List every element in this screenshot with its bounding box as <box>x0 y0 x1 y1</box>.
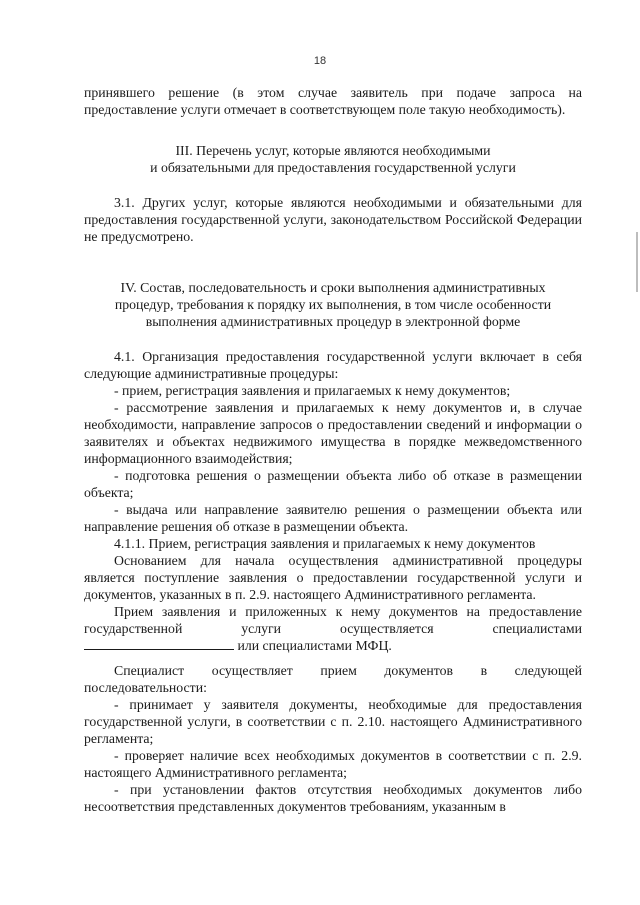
specialist-paragraph: Специалист осуществляет прием документов в следующей последовательности: <box>84 663 582 695</box>
section-4-heading <box>84 279 582 330</box>
section-4-heading-line-1: IV. Состав, последовательность и сроки выполнения административных <box>120 280 546 295</box>
document-body <box>84 84 582 815</box>
step-item-2: - проверяет наличие всех необходимых документов в соответствии с п. 2.9. настоящего Административного регламента; <box>84 748 582 780</box>
section-3-heading-line-2: и обязательными для предоставления государственной услуги <box>150 160 516 175</box>
section-4-heading-line-3: выполнения административных процедур в электронной форме <box>145 314 521 329</box>
procedure-item-4: - выдача или направление заявителю решения о размещении объекта или направление решения об отказе в размещении объекта. <box>84 502 582 534</box>
section-4-heading-line-2: процедур, требования к порядку их выполнения, в том числе особенности <box>114 297 552 312</box>
page-number: 18 <box>313 55 327 67</box>
paragraph-3-1: 3.1. Других услуг, которые являются необходимыми и обязательными для предоставления государственной услуги, законодательством Российской Федерации не предусмотрено. <box>84 195 582 244</box>
section-3-heading-line-1: III. Перечень услуг, которые являются необходимыми <box>175 143 491 158</box>
procedure-item-1: - прием, регистрация заявления и прилагаемых к нему документов; <box>114 383 511 398</box>
procedure-item-3: - подготовка решения о размещении объекта либо об отказе в размещении объекта; <box>84 468 582 500</box>
section-3-heading <box>84 142 582 176</box>
scan-edge-mark <box>636 232 638 292</box>
step-item-1: - принимает у заявителя документы, необходимые для предоставления государственной услуги, в соответствии с п. 2.10. настоящего Административного регламента; <box>84 697 582 746</box>
paragraph-4-1: 4.1. Организация предоставления государственной услуги включает в себя следующие административные процедуры: <box>84 349 582 381</box>
reception-paragraph: Прием заявления и приложенных к нему документов на предоставление государственной услуги осуществляется специалистами <box>84 604 582 636</box>
intro-paragraph: принявшего решение (в этом случае заявитель при подаче запроса на предоставление услуги отмечает в соответствующем поле такую необходимость). <box>84 85 582 117</box>
blank-line <box>84 637 234 650</box>
procedure-item-2: - рассмотрение заявления и прилагаемых к нему документов и, в случае необходимости, направление запросов о предоставлении сведений и информации о заявителях и объектах недвижимого имущества в порядке межведомственного информационного взаимодействия; <box>84 400 582 466</box>
reception-paragraph-end <box>84 637 582 654</box>
paragraph-4-1-1: 4.1.1. Прием, регистрация заявления и прилагаемых к нему документов <box>114 536 536 551</box>
reception-paragraph-end-text: или специалистами МФЦ. <box>237 638 392 653</box>
step-item-3: - при установлении фактов отсутствия необходимых документов либо несоответствия представленных документов требованиям, указанным в <box>84 782 582 814</box>
basis-paragraph: Основанием для начала осуществления административной процедуры является поступление заявления о предоставлении государственной услуги и документов, указанных в п. 2.9. настоящего Административного регламента. <box>84 553 582 602</box>
